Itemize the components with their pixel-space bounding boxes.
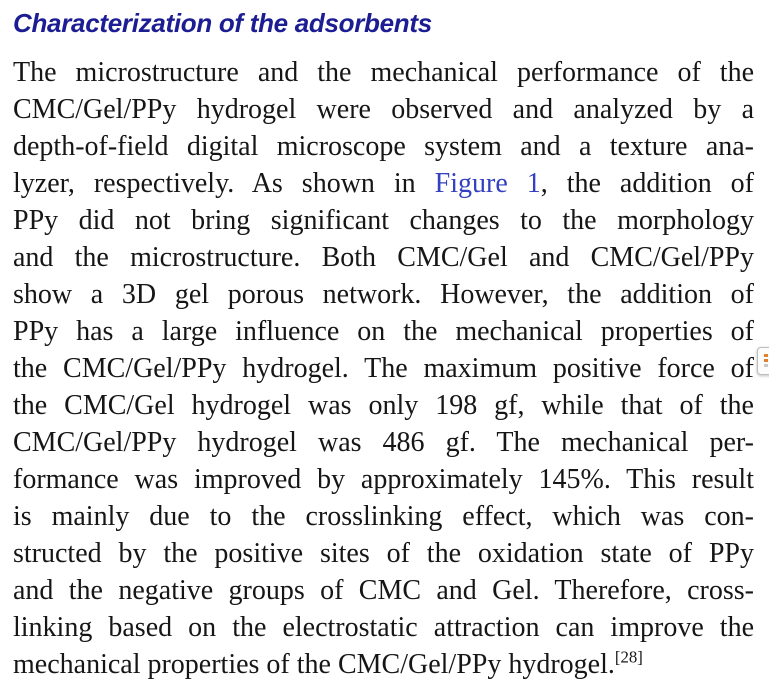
- paragraph-line: [13, 350, 754, 387]
- paragraph-line: [13, 239, 754, 276]
- paragraph-line: [13, 535, 754, 572]
- text-segment: PPy has a large influence on the mechanical properties of: [13, 316, 754, 347]
- text-segment: CMC/Gel/PPy hydrogel were observed and analyzed by a: [13, 94, 754, 125]
- paragraph-line: [13, 313, 754, 350]
- text-segment: lyzer, respectively. As shown in: [13, 168, 435, 199]
- paragraph-line: [13, 609, 754, 646]
- text-segment: mechanical properties of the CMC/Gel/PPy hydrogel.: [13, 649, 615, 680]
- translate-extension-button[interactable]: [757, 347, 769, 375]
- translate-icon: [762, 352, 769, 370]
- figure-1-link[interactable]: Figure 1: [434, 168, 541, 199]
- text-segment: and the microstructure. Both CMC/Gel and CMC/Gel/PPy: [13, 242, 754, 273]
- text-segment: CMC/Gel/PPy hydrogel was 486 gf. The mechanical per-: [13, 427, 754, 458]
- paragraph-line: [13, 128, 754, 165]
- text-segment: formance was improved by approximately 145%. This result: [13, 464, 754, 495]
- text-segment: The microstructure and the mechanical performance of the: [13, 57, 754, 88]
- body-paragraph: [13, 54, 754, 683]
- paragraph-line: [13, 387, 754, 424]
- paragraph-line: [13, 202, 754, 239]
- text-segment: the CMC/Gel hydrogel was only 198 gf, while that of the: [13, 390, 754, 421]
- text-segment: , the addition of: [540, 168, 755, 199]
- text-segment: the CMC/Gel/PPy hydrogel. The maximum positive force of: [13, 353, 754, 384]
- text-segment: depth-of-field digital microscope system and a texture ana-: [13, 131, 754, 162]
- section-heading: Characterization of the adsorbents: [13, 8, 432, 38]
- paragraph-line: [13, 498, 754, 535]
- paragraph-line: [13, 572, 754, 609]
- paragraph-line: [13, 91, 754, 128]
- paragraph-line: [13, 424, 754, 461]
- paragraph-line: [13, 461, 754, 498]
- text-segment: show a 3D gel porous network. However, the addition of: [13, 279, 754, 310]
- text-segment: linking based on the electrostatic attraction can improve the: [13, 612, 754, 643]
- paragraph-line: [13, 646, 754, 683]
- paragraph-line: [13, 165, 754, 202]
- text-segment: and the negative groups of CMC and Gel. Therefore, cross-: [13, 575, 754, 606]
- paragraph-line: [13, 276, 754, 313]
- text-segment: structed by the positive sites of the oxidation state of PPy: [13, 538, 754, 569]
- text-segment: is mainly due to the crosslinking effect, which was con-: [13, 501, 754, 532]
- citation-28: [28]: [614, 647, 643, 667]
- text-segment: PPy did not bring significant changes to the morphology: [13, 205, 754, 236]
- paragraph-line: [13, 54, 754, 91]
